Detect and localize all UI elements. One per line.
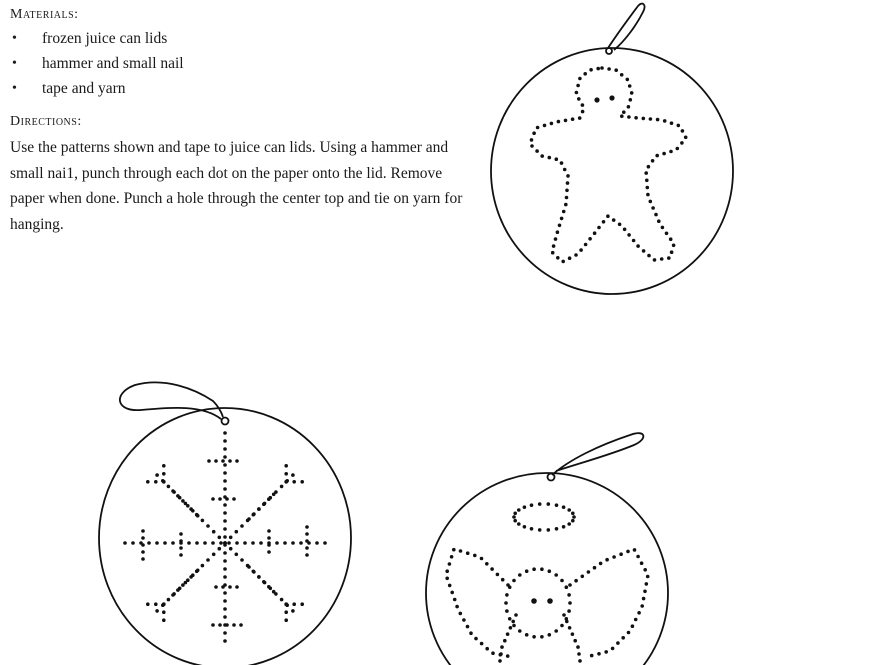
angel-pattern-icon	[445, 502, 649, 662]
materials-list	[10, 26, 480, 101]
list-item	[10, 76, 480, 101]
bullet-icon: •	[12, 81, 17, 96]
list-item	[10, 51, 480, 76]
material-text: tape and yarn	[42, 80, 126, 97]
directions-heading: Directions:	[10, 114, 82, 129]
yarn-loop-icon	[608, 4, 644, 50]
directions-text: Use the patterns shown and tape to juice can lids. Using a hammer and small nai1, punch through each dot on the paper onto the lid. Remove paper when done. Punch a hole through the center top and tie on yarn for hanging.	[10, 139, 463, 233]
list-item	[10, 26, 480, 51]
material-text: frozen juice can lids	[42, 30, 168, 47]
yarn-loop-icon	[552, 433, 643, 475]
yarn-loop-icon	[120, 382, 223, 419]
bullet-icon: •	[12, 56, 17, 71]
instructions-column	[10, 4, 480, 237]
lid-outline	[426, 473, 668, 665]
gingerbread-ornament-illustration	[490, 0, 740, 300]
gingerbread-man-pattern-icon	[530, 66, 688, 263]
materials-heading: Materials:	[10, 7, 79, 22]
snowflake-ornament-illustration	[95, 375, 360, 660]
bullet-icon: •	[12, 31, 17, 46]
hang-hole-icon	[548, 474, 555, 481]
angel-ornament-illustration	[420, 425, 690, 665]
lid-outline	[491, 48, 733, 294]
snowflake-pattern-icon	[123, 431, 327, 643]
material-text: hammer and small nail	[42, 55, 184, 72]
hang-hole-icon	[222, 418, 229, 425]
